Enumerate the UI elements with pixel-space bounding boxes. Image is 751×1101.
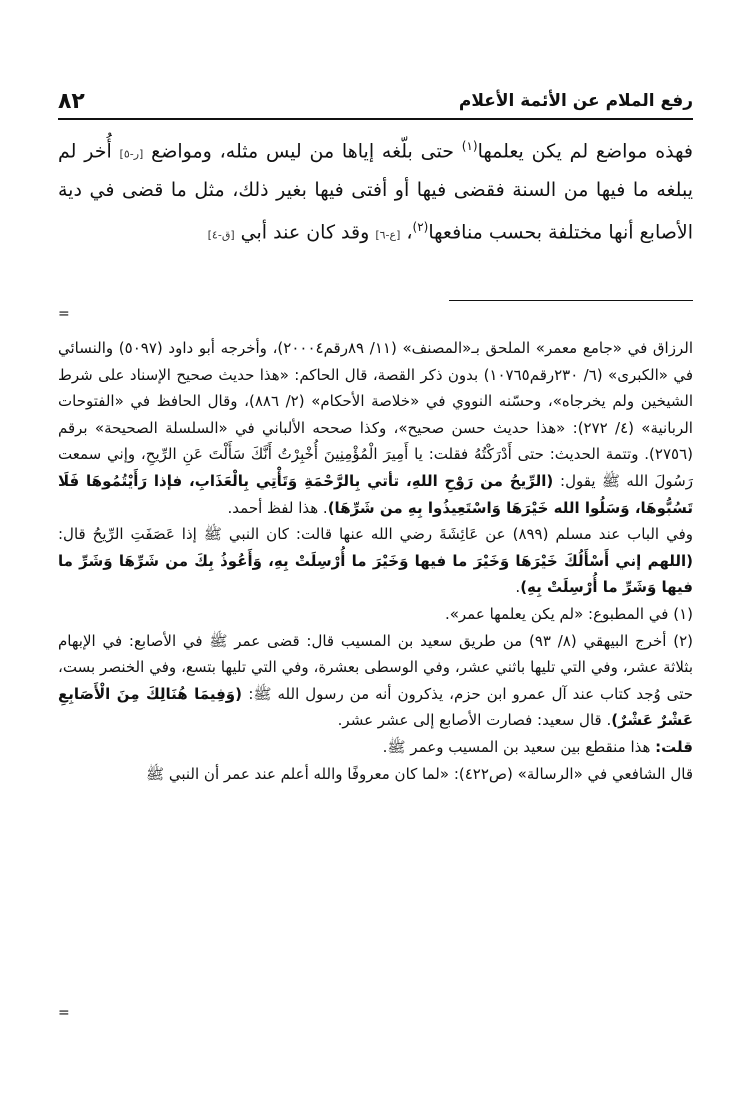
main-paragraph bbox=[58, 128, 693, 254]
footnote-note bbox=[58, 734, 693, 761]
page-number: ٨٢ bbox=[58, 88, 85, 114]
main-text-part: وقد كان عند أبي bbox=[234, 221, 376, 244]
manuscript-marker: [ع-٦] bbox=[375, 228, 401, 242]
footnote-text: هذا منقطع بين سعيد بن المسيب وعمر ﷺ. bbox=[382, 737, 656, 756]
footnote-1: (١) في المطبوع: «لم يكن يعلمها عمر». bbox=[444, 604, 693, 623]
hadith-quote: (الرِّيحُ من رَوْحِ اللهِ، تأتي بِالرَّحْمَةِ وَتَأْتِي بِالْعَذَابِ، فإذا رَأَيْتُمُوهَا فَلَا تَسُبُّوهَا، وَسَلُوا الله خَيْرَهَا وَاسْتَعِيذُوا بِهِ من شَرِّهَا) bbox=[58, 471, 693, 517]
main-text bbox=[58, 128, 693, 254]
footnote-2 bbox=[58, 628, 693, 734]
footnote-shafii: قال الشافعي في «الرسالة» (ص٤٢٢): «لما كان معروفًا والله أعلم عند عمر أن النبي ﷺ bbox=[145, 764, 693, 783]
page-header bbox=[58, 84, 693, 120]
footnotes bbox=[58, 335, 693, 787]
footnote-ref-1: (١) bbox=[461, 139, 478, 153]
footnote-text: (٢) أخرج البيهقي (٨/ ٩٣) من طريق سعيد بن المسيب قال: قضى عمر ﷺ في الأصابع: في الإبهام بثلاثة عشر، وفي التي تليها باثني عشر، وفي الوسطى بعشرة، وفي التي تليها بتسع، وفي الخنصر بست، حتى وُجد كتاب عند آل عمرو ابن حزم، يذكرون أنه من رسول الله ﷺ: bbox=[58, 631, 694, 703]
footnote-divider bbox=[449, 300, 693, 301]
hadith-quote: (اللهم إني أَسْأَلُكَ خَيْرَهَا وَخَيْرَ ما فيها وَخَيْرَ ما أُرْسِلَتْ بِهِ، وَأَعُوذُ بِكَ من شَرِّهَا وَشَرِّ ما فيها وَشَرِّ ما أُرْسِلَتْ بِهِ) bbox=[58, 551, 693, 597]
manuscript-marker: [ر-٥] bbox=[119, 147, 144, 161]
footnote-text: . هذا لفظ أحمد. bbox=[227, 498, 328, 517]
footnote-text: . bbox=[515, 578, 521, 597]
footnote-ref-2: (٢) bbox=[412, 220, 429, 235]
main-text-part: حتى بلّغه إياها من ليس مثله، ومواضع bbox=[143, 140, 462, 163]
running-title: رفع الملام عن الأئمة الأعلام bbox=[458, 91, 693, 111]
main-text-part: ، bbox=[400, 221, 413, 244]
main-text-part: أُخر لم يبلغه ما فيها من السنة فقضى فيها أو أفتى فيها بغير ذلك، مثل ما قضى في دية الأصابع أنها مختلفة بحسب منافعها bbox=[58, 140, 693, 244]
qult-label: قلت: bbox=[655, 737, 693, 756]
continuation-mark-bottom: = bbox=[58, 1005, 70, 1021]
footnote-text: وفي الباب عند مسلم (٨٩٩) عن عَائِشَةَ رضي الله عنها قالت: كان النبي ﷺ إذا عَصَفَتِ الرِّيحُ قال: bbox=[58, 525, 693, 544]
main-text-part: فهذه مواضع لم يكن يعلمها bbox=[477, 140, 693, 163]
footnote-text: الرزاق في «جامع معمر» الملحق بـ«المصنف» (١١/ ٨٩رقم٢٠٠٠٤)، وأخرجه أبو داود (٥٠٩٧) والنسائي في «الكبرى» (٦/ ٢٣٠رقم١٠٧٦٥) بدون ذكر القصة، قال الحاكم: «هذا حديث صحيح الإسناد على شرط الشيخين ولم يخرجاه»، وحسّنه النووي في «خلاصة الأحكام» (٢/ ٨٨٦)، وقال الحافظ في «الفتوحات الربانية» (٤/ ٢٧٢): «هذا حديث حسن صحيح»، وكذا صححه الألباني في «السلسلة الصحيحة» برقم (٢٧٥٦). وتتمة الحديث: حتى أَدْرَكْتُهُ فقلت: يا أَمِيرَ الْمُؤْمِنِينَ أُخْبِرْتُ أَنَّكَ سَأَلْتَ عَنِ الرِّيحِ، وإني سمعت رَسُولَ الله ﷺ يقول: bbox=[58, 339, 693, 490]
hadith-quote: (وَفِيمَا هُنَالِكَ مِنَ الْأَصَابِعِ عَشْرٌ عَشْرٌ) bbox=[58, 684, 693, 730]
footnote-text: . قال سعيد: فصارت الأصابع إلى عشر عشر. bbox=[337, 711, 612, 730]
continuation-mark: = bbox=[58, 306, 70, 322]
manuscript-marker: [ق-٤] bbox=[207, 228, 235, 242]
footnote-paragraph bbox=[58, 521, 693, 601]
footnote-continuation bbox=[58, 335, 693, 521]
